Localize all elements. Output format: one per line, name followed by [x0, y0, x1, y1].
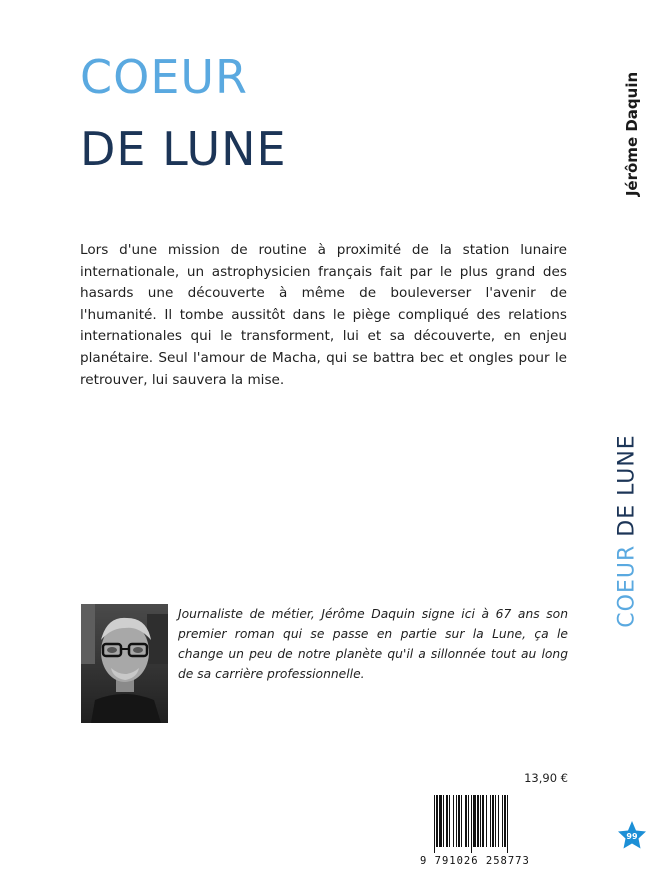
barcode-bar — [458, 795, 460, 847]
barcode-bar — [449, 795, 450, 847]
barcode — [420, 793, 570, 863]
barcode-bar — [443, 795, 444, 847]
barcode-bar — [490, 795, 491, 847]
barcode-bar — [486, 795, 487, 847]
book-summary: Lors d'une mission de routine à proximité de la station lunaire internationale, un astrophysicien français fait par le plus grand des hasards une découverte à même de bouleverser l'avenir de l'humanité. Il tombe aussitôt dans le piège compliqué des relations internationales qui le transforment, lui et sa découverte, en enjeu planétaire. Seul l'amour de Macha, qui se battra bec et ongles pour le retrouver, lui sauvera la mise. — [80, 242, 567, 388]
spine-title — [615, 434, 640, 627]
barcode-bar — [477, 795, 479, 847]
barcode-bar — [504, 795, 506, 847]
barcode-bar — [465, 795, 467, 847]
title-coeur: COEUR — [80, 50, 249, 104]
barcode-bar — [468, 795, 469, 847]
barcode-bar — [453, 795, 454, 847]
author-photo — [81, 604, 168, 723]
barcode-bar — [461, 795, 462, 847]
barcode-bar — [480, 795, 481, 847]
svg-text:99: 99 — [626, 832, 638, 841]
author-bio: Journaliste de métier, Jérôme Daquin signe ici à 67 ans son premier roman qui se passe en partie sur la Lune, ça le change un peu de notre planète qu'il a sillonnée tout au long de sa carrière professionnelle. — [178, 607, 568, 681]
barcode-bar — [502, 795, 503, 847]
barcode-bar — [471, 795, 472, 853]
barcode-bar — [473, 795, 476, 847]
publisher-star-icon — [617, 820, 647, 850]
barcode-bar — [439, 795, 442, 847]
price: 13,90 € — [524, 771, 568, 785]
barcode-bar — [492, 795, 494, 847]
spine-title-part2: DE LUNE — [614, 434, 640, 537]
barcode-bar — [446, 795, 448, 847]
spine-author: Jérôme Daquin — [623, 71, 641, 197]
barcode-bar — [498, 795, 499, 847]
barcode-bar — [456, 795, 457, 847]
spine-title-part1: COEUR — [614, 536, 640, 628]
barcode-bar — [434, 795, 435, 853]
barcode-bar — [482, 795, 484, 847]
barcode-bars — [420, 793, 570, 853]
barcode-bar — [436, 795, 438, 847]
barcode-bar — [495, 795, 496, 847]
author-portrait-image — [81, 604, 168, 723]
barcode-bar — [507, 795, 508, 853]
star-logo-icon — [617, 820, 647, 850]
title-de-lune: DE LUNE — [80, 122, 287, 176]
isbn-number: 9 791026 258773 — [420, 855, 530, 867]
